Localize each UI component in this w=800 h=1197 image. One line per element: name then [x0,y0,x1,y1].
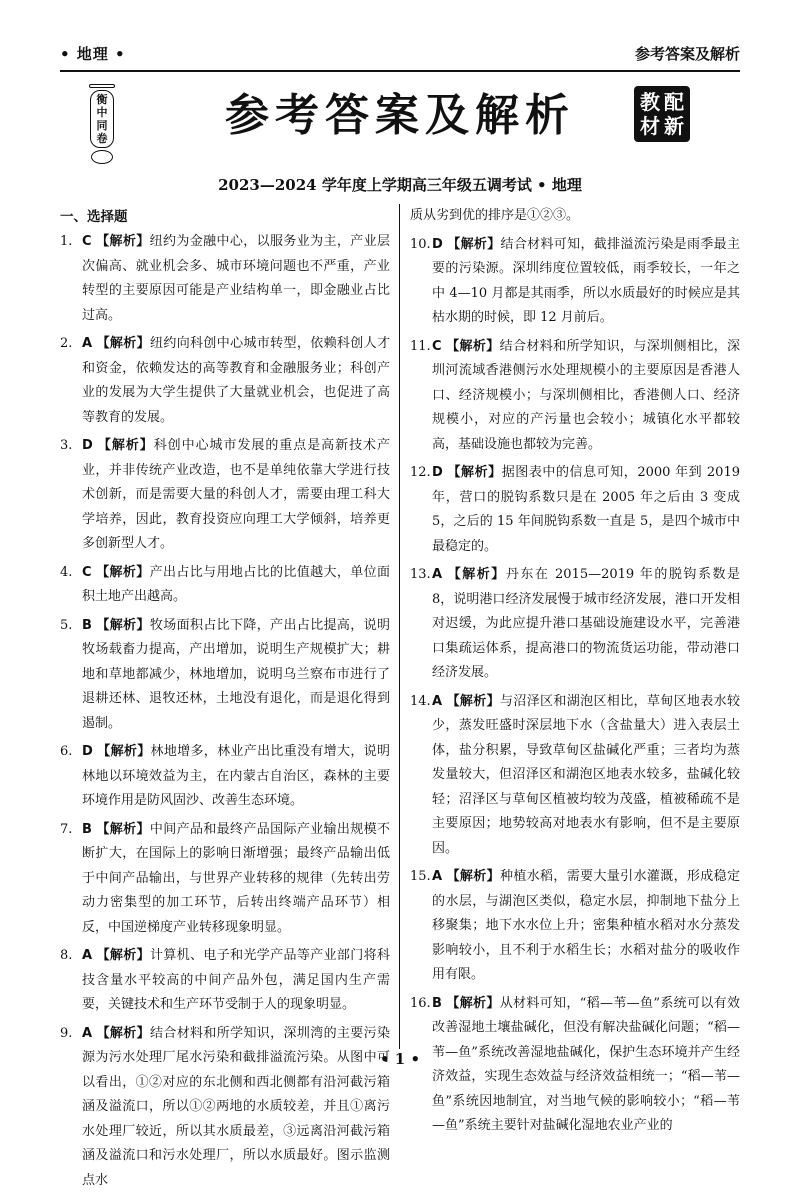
answer-letter: A [432,693,443,709]
answer-item [60,740,390,814]
section-heading: 一、选择题 [60,209,128,225]
analysis-tag: 【解析】 [96,336,150,351]
item-number: 13. [410,567,431,582]
analysis-text: 结合材料和所学知识，与深圳侧相比，深圳河流域香港侧污水处理规模小的主要原因是香港人口、经济规模小；与深圳侧相比，香港侧人口、经济规模小，对应的产污量也会较小；城镇化水平都较高，基础设施也都较为完善。 [432,338,740,452]
answer-letter: A [82,1025,93,1041]
answer-letter: B [432,995,442,1011]
analysis-tag: 【解析】 [446,995,500,1011]
analysis-tag: 【解析】 [447,567,506,582]
answer-item [410,233,740,331]
analysis-tag: 【解析】 [96,948,150,963]
item-number: 10. [410,236,431,252]
seal-char: 衡 [96,93,108,106]
answer-letter: A [82,336,93,351]
answer-item [60,1022,390,1194]
analysis-text: 从材料可知，“稻—苇—鱼”系统可以有效改善湿地土壤盐碱化，但没有解决盐碱化问题；“稻—苇—鱼”系统改善湿地盐碱化，保护生态环境并产生经济效益，实现生态效益与经济效益相统一；“稻—苇—鱼”系统因地制宜，对当地气候的影响较小；“稻—苇—鱼”系统主要针对盐碱化湿地农业产业的 [432,995,740,1133]
answer-list-right [410,233,740,1139]
analysis-text: 牧场面积占比下降，产出占比提高，说明牧场载畜力提高，产出增加，说明生产规模扩大；耕地和草地都减少，林地增加，说明乌兰察布市进行了退耕还林、退牧还林，土地没有退化，而是退化得到遏制。 [82,617,390,731]
answer-letter: C [82,564,92,580]
analysis-tag: 【解析】 [96,617,150,633]
item-number: 8. [60,948,73,963]
item-number: 5. [60,617,73,633]
seal-char: 同 [96,119,108,132]
stamp-char: 新 [664,114,684,138]
answer-item [60,434,390,557]
left-column [60,204,390,1197]
analysis-tag: 【解析】 [97,438,154,453]
analysis-tag: 【解析】 [96,234,150,249]
analysis-text: 与沼泽区和湖泡区相比，草甸区地表水较少，蒸发旺盛时深层地下水（含盐量大）进入表层土体，盐分积累，导致草甸区盐碱化严重；三者均为蒸发量较大，但沼泽区和湖泡区地表水较多，盐碱化较轻；沼泽区与草甸区植被均较为茂盛，植被稀疏不是主要原因；地势较高对地表水有影响，但不是主要原因。 [432,693,740,856]
item-number: 9. [60,1025,73,1041]
answer-letter: A [432,869,443,884]
answer-item [410,461,740,559]
item-number: 4. [60,564,73,580]
analysis-text: 据图表中的信息可知，2000 年到 2019 年，营口的脱钩系数只是在 2005 年之后由 3 变成 5，之后的 15 年间脱钩系数一直是 5，是四个城市中最稳定的。 [432,465,740,554]
answer-item [410,335,740,458]
analysis-text: 结合材料和所学知识，深圳湾的主要污染源为污水处理厂尾水污染和截排溢流污染。从图中可以看出，①②对应的东北侧和西北侧都有沿河截污箱涵及溢流口，所以①②两地的水质较差，并且①离污水处理厂较近，所以其水质最差，③远离沿河截污箱涵及溢流口和污水处理厂，所以水质最好。图示监测点水 [82,1025,390,1188]
item-number: 14. [410,693,431,709]
analysis-text: 丹东在 2015—2019 年的脱钩系数是 8，说明港口经济发展慢于城市经济发展，港口开发相对迟缓，为此应提升港口基础设施建设水平，完善港口集疏运体系，提高港口的物流货运功能，带动港口经济发展。 [432,567,740,680]
new-textbook-stamp [634,86,690,142]
answer-letter: A [82,948,93,963]
analysis-tag: 【解析】 [96,821,150,837]
page-number: • 1 • [379,1050,421,1068]
answer-item [60,818,390,941]
item-number: 11. [410,338,431,354]
analysis-tag: 【解析】 [96,564,150,580]
analysis-tag: 【解析】 [446,693,500,709]
swirl-icon [91,150,113,164]
continued-text: 质从劣到优的排序是①②③。 [410,208,580,223]
answer-item [60,230,390,328]
answer-letter: D [432,236,443,252]
answer-item [60,944,390,1018]
item-number: 16. [410,995,431,1011]
analysis-text: 中间产品和最终产品国际产业输出规模不断扩大，在国际上的影响日渐增强；最终产品输出低于中间产品输出，与世界产业转移的规律（先转出劳动力密集型的加工环节，后转出终端产品环节）相反，中国逆梯度产业转移现象明显。 [82,821,390,935]
answer-letter: D [432,465,443,480]
page-title: 参考答案及解析 [225,90,575,141]
answer-item [60,332,390,430]
item-number: 6. [60,744,73,759]
analysis-text: 科创中心城市发展的重点是高新技术产业，并非传统产业改造，也不是单纯依靠大学进行技术创新，而是需要大量的科创人才，需要由理工科大学培养，因此，教育投资应向理工大学倾斜，培养更多创新型人才。 [82,438,390,551]
answer-item [410,865,740,988]
item-number: 12. [410,465,431,480]
item-number: 3. [60,438,73,453]
analysis-text: 计算机、电子和光学产品等产业部门将科技含量水平较高的中间产品外包，满足国内生产需要，关键技术和生产环节受制于人的现象明显。 [82,948,390,1012]
answer-item [60,561,390,610]
analysis-text: 种植水稻，需要大量引水灌溉，形成稳定的水层，与湖泡区类似，稳定水层，抑制地下盐分上移聚集；地下水水位上升；密集种植水稻对水分蒸发影响较小，且不利于水稻生长；水稻对盐分的吸收作用有限。 [432,869,740,982]
analysis-text: 产出占比与用地占比的比值越大，单位面积土地产出越高。 [82,564,390,604]
analysis-text: 结合材料可知，截排溢流污染是雨季最主要的污染源。深圳纬度位置较低，雨季较长，一年之中 4—10 月都是其雨季，所以水质最好的时候应是其枯水期的时候，即 12 月前后。 [432,236,740,325]
answer-letter: C [82,234,92,249]
analysis-text: 纽约为金融中心，以服务业为主，产业层次偏高、就业机会多、城市环境问题也不严重，产业转型的主要原因可能是产业结构单一，即金融业占比过高。 [82,234,390,323]
analysis-tag: 【解析】 [446,338,500,354]
right-column [410,204,740,1143]
item-number: 7. [60,821,73,837]
answer-list-left [60,230,390,1193]
seal-char: 中 [96,106,108,119]
analysis-text: 纽约向科创中心城市转型，依赖科创人才和资金，依赖发达的高等教育和金融服务业；科创产业的发展为大学生提供了大量就业机会，也促进了高等教育的发展。 [82,336,390,425]
analysis-tag: 【解析】 [447,465,502,480]
analysis-tag: 【解析】 [447,236,501,252]
answer-letter: D [82,438,93,453]
header-right-label: 参考答案及解析 [634,45,740,63]
item-number: 1. [60,234,73,249]
analysis-tag: 【解析】 [97,744,151,759]
exam-title: 2023—2024 学年度上学期高三年级五调考试 • 地理 [218,176,582,194]
answer-letter: A [432,567,443,582]
answer-letter: C [432,338,442,354]
answer-letter: B [82,821,92,837]
analysis-tag: 【解析】 [446,869,500,884]
subject-label: • 地理 • [60,45,126,63]
page-header [60,42,740,72]
seal-char: 卷 [96,132,108,145]
stamp-char: 教 [640,90,660,114]
stamp-char: 材 [640,114,660,138]
answer-item [60,614,390,737]
item-number: 15. [410,869,431,884]
item-number: 2. [60,336,73,351]
analysis-text: 林地增多，林业产出比重没有增大，说明林地以环境效益为主，在内蒙古自治区，森林的主要环境作用是防风固沙、改善生态环境。 [82,744,390,808]
column-divider [399,204,400,1049]
answer-item [410,563,740,686]
stamp-char: 配 [664,90,684,114]
answer-letter: D [82,744,93,759]
analysis-tag: 【解析】 [96,1025,150,1041]
answer-letter: B [82,617,92,633]
answer-item [410,690,740,862]
